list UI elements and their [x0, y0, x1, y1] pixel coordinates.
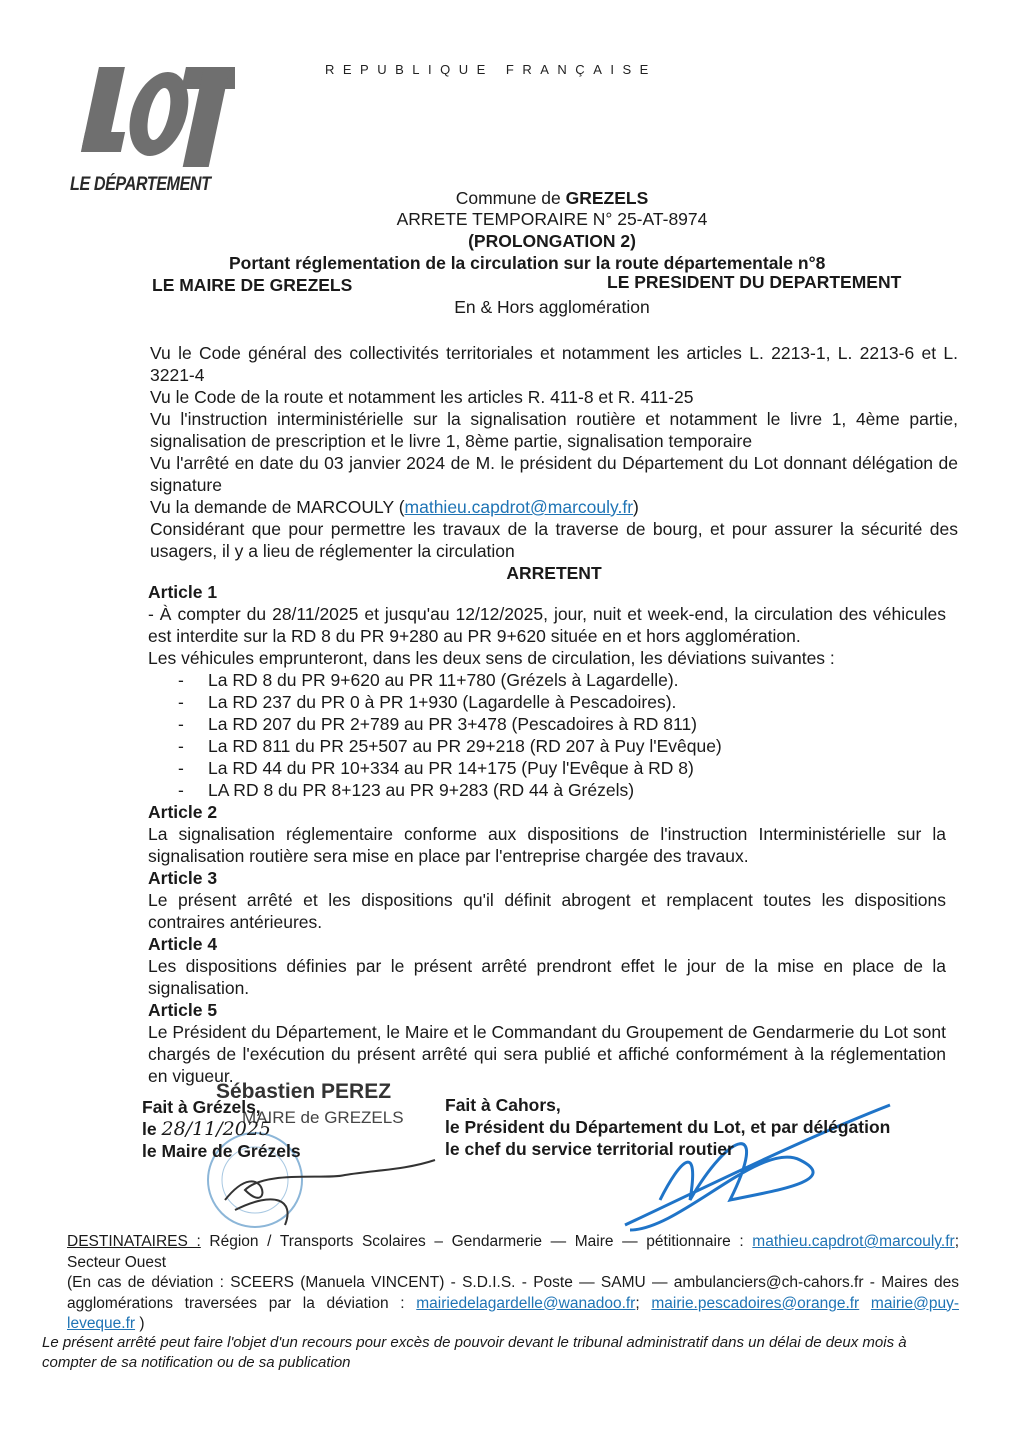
maire-heading: LE MAIRE DE GREZELS [152, 275, 353, 295]
republique-francaise: REPUBLIQUE FRANÇAISE [325, 62, 657, 77]
article-5-title: Article 5 [148, 1000, 218, 1020]
stamp-title: MAIRE de GREZELS [242, 1108, 404, 1127]
stamp-name: Sébastien PEREZ [216, 1080, 392, 1103]
destinataires: DESTINATAIRES : Région / Transports Scolaires – Gendarmerie — Maire — pétitionnaire : mathieu.capdrot@marcouly.fr; Secteur Ouest (En cas de déviation : SCEERS (Manuela VINCENT) - S.D.I.S. - Poste — SAMU — ambulanciers@ch-cahors.fr - Maires des agglomérations traversées par la déviation : mairiedelagardelle@wanadoo.fr; mairie.pescadoires@orange.fr mairie@puy-leveque.fr ) [67, 1233, 959, 1332]
deviations-list [178, 669, 946, 801]
email-link[interactable]: mairie@puy-leveque.fr [67, 1294, 959, 1332]
president-heading: LE PRESIDENT DU DEPARTEMENT [607, 272, 902, 292]
lot-logo [70, 62, 235, 172]
article-1-text: - À compter du 28/11/2025 et jusqu'au 12/12/2025, jour, nuit et week-end, la circulation des véhicules est interdite sur la RD 8 du PR 9+280 au PR 9+620 située en et hors agglomération. [148, 604, 946, 646]
visas [150, 342, 958, 584]
handwritten-date: 28/11/2025 [161, 1118, 271, 1140]
considerant: Considérant que pour permettre les travaux de la traverse de bourg, et pour assurer la sécurité des usagers, il y a lieu de réglementer la circulation [150, 519, 958, 561]
email-link[interactable]: mairie.pescadoires@orange.fr [651, 1294, 860, 1312]
email-link[interactable]: mathieu.capdrot@marcouly.fr [752, 1233, 955, 1250]
article-4-text: Les dispositions définies par le présent arrêté prendront effet le jour de la mise en place de la signalisation. [148, 956, 946, 998]
signature-left: Fait à Grézels, le 28/11/2025 le Maire de Grézels [142, 1097, 301, 1161]
visa-instruction: Vu l'instruction interministérielle sur la signalisation routière et notamment le livre 1, 4ème partie, signalisation de prescription et le livre 1, 8ème partie, signalisation temporaire [150, 409, 958, 451]
article-5-text: Le Président du Département, le Maire et le Commandant du Groupement de Gendarmerie du Lot sont chargés de l'exécution du présent arrêté qui sera publié et affiché conformément à la réglementation en vigueur. [148, 1022, 946, 1086]
arretent: ARRETENT [506, 563, 602, 583]
article-4-title: Article 4 [148, 934, 218, 954]
deviation-item: - La RD 237 du PR 0 à PR 1+930 (Lagardelle à Pescadoires). [178, 691, 946, 713]
email-link[interactable]: mathieu.capdrot@marcouly.fr [404, 497, 634, 517]
email-link[interactable]: mairiedelagardelle@wanadoo.fr [416, 1294, 636, 1312]
visa-delegation: Vu l'arrêté en date du 03 janvier 2024 de M. le président du Département du Lot donnant délégation de signature [150, 453, 958, 495]
deviation-item: - La RD 811 du PR 25+507 au PR 29+218 (RD 207 à Puy l'Evêque) [178, 735, 946, 757]
arrete-objet: Portant réglementation de la circulation sur la route départementale n°8 [229, 253, 826, 273]
prolongation: (PROLONGATION 2) [468, 231, 636, 251]
recours-notice: Le présent arrêté peut faire l'objet d'un recours pour excès de pouvoir devant le tribunal administratif dans un délai de deux mois à compter de sa notification ou de sa publication [42, 1334, 907, 1371]
agglomeration: En & Hors agglomération [454, 297, 650, 317]
deviation-item: - La RD 207 du PR 2+789 au PR 3+478 (Pescadoires à RD 811) [178, 713, 946, 735]
article-3-text: Le présent arrêté et les dispositions qu'il définit abrogent et remplacent toutes les dispositions contraires antérieures. [148, 890, 946, 932]
article-1-title: Article 1 [148, 582, 218, 602]
deviation-item: - La RD 8 du PR 9+620 au PR 11+780 (Grézels à Lagardelle). [178, 669, 946, 691]
arrete-number: ARRETE TEMPORAIRE N° 25-AT-8974 [396, 209, 708, 229]
deviation-item: - La RD 44 du PR 10+334 au PR 14+175 (Puy l'Evêque à RD 8) [178, 757, 946, 779]
signature-right: Fait à Cahors, le Président du Département du Lot, et par délégation le chef du service territorial routier [445, 1095, 891, 1159]
logo-subtitle: LE DÉPARTEMENT [70, 174, 211, 195]
deviation-item: - LA RD 8 du PR 8+123 au PR 9+283 (RD 44 à Grézels) [178, 779, 946, 801]
article-1-text2: Les véhicules emprunteront, dans les deux sens de circulation, les déviations suivantes : [148, 648, 835, 668]
articles [148, 581, 946, 1087]
article-2-title: Article 2 [148, 802, 218, 822]
article-2-text: La signalisation réglementaire conforme aux dispositions de l'instruction Interministérielle sur la signalisation routière sera mise en place par l'entreprise chargée des travaux. [148, 824, 946, 866]
visa-cgct: Vu le Code général des collectivités territoriales et notamment les articles L. 2213-1, L. 2213-6 et L. 3221-4 [150, 343, 958, 385]
visa-demande: Vu la demande de MARCOULY (mathieu.capdrot@marcouly.fr) [150, 497, 639, 517]
commune-line: Commune de GREZELS [455, 188, 649, 208]
article-3-title: Article 3 [148, 868, 218, 888]
visa-code-route: Vu le Code de la route et notamment les articles R. 411-8 et R. 411-25 [150, 387, 694, 407]
